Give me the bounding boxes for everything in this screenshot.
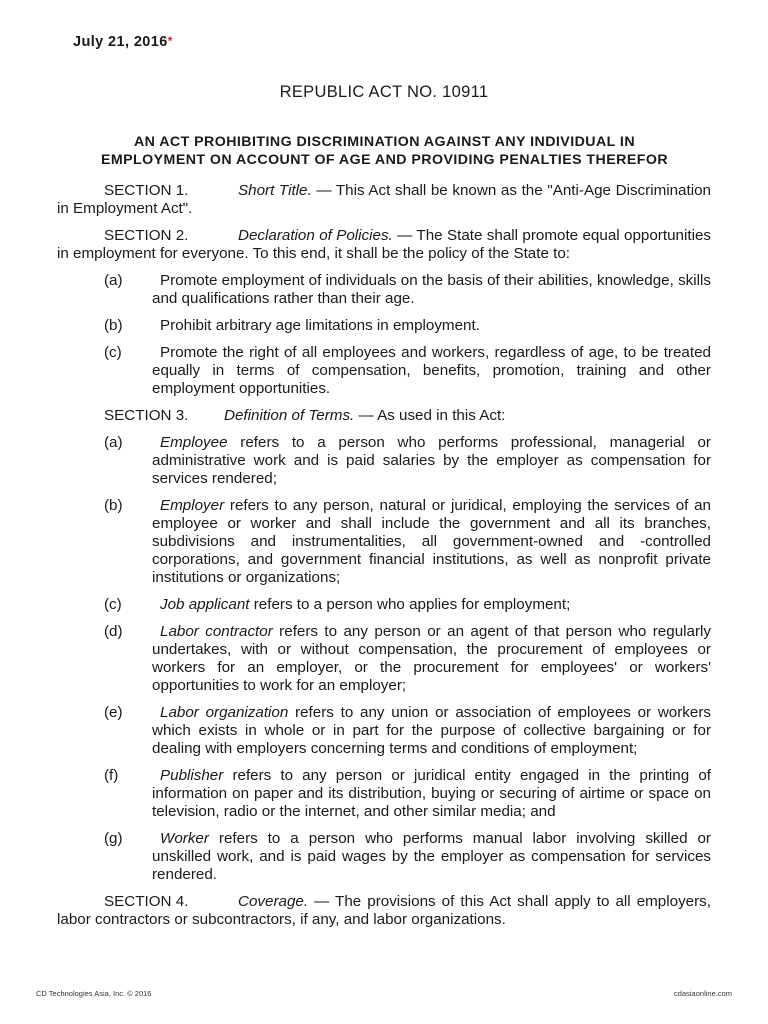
item-text: refers to a person who performs manual labor involving skilled or unskilled work, and is paid wages by the employer as compensation for services rendered. <box>152 830 711 883</box>
item-text: Promote the right of all employees and workers, regardless of age, to be treated equally in terms of compensation, benefits, promotion, training and other employment opportunities. <box>152 344 711 397</box>
definition-item <box>57 767 711 821</box>
section-text: — This Act shall be known as the "Anti-Age Discrimination in Employment Act". <box>57 182 711 217</box>
item-letter: (f) <box>104 767 119 784</box>
policy-item <box>57 272 711 308</box>
section-text: — The State shall promote equal opportunities in employment for everyone. To this end, it shall be the policy of the State to: <box>57 227 711 262</box>
item-letter: (d) <box>104 623 123 640</box>
defined-term: Publisher <box>160 767 224 784</box>
act-number: REPUBLIC ACT NO. 10911 <box>279 83 489 101</box>
section-heading: Coverage. <box>238 893 309 910</box>
item-letter: (c) <box>104 596 122 613</box>
policy-item <box>57 317 711 335</box>
defined-term: Employer <box>160 497 225 514</box>
footer-website[interactable]: cdasiaonline.com <box>674 989 732 998</box>
definition-item <box>57 704 711 758</box>
item-letter: (b) <box>104 497 123 514</box>
section-label: SECTION 2. <box>104 227 189 244</box>
item-text: refers to any person or juridical entity engaged in the printing of information on paper and its distribution, buying or securing of airtime or space on television, radio or the internet, and other similar media; and <box>152 767 711 820</box>
section-text: — As used in this Act: <box>354 407 506 424</box>
section-3 <box>57 407 711 425</box>
definition-item <box>57 596 711 614</box>
item-letter: (b) <box>104 317 123 334</box>
act-title-line-1: AN ACT PROHIBITING DISCRIMINATION AGAINST ANY INDIVIDUAL IN <box>133 134 636 150</box>
section-4 <box>57 893 711 929</box>
section-1 <box>57 182 711 218</box>
footnote-star[interactable]: * <box>167 34 173 48</box>
act-title-line-2: EMPLOYMENT ON ACCOUNT OF AGE AND PROVIDING PENALTIES THEREFOR <box>100 152 669 168</box>
section-heading: Declaration of Policies. <box>238 227 393 244</box>
definition-item <box>57 434 711 488</box>
document-date <box>73 34 173 50</box>
item-text: Promote employment of individuals on the basis of their abilities, knowledge, skills and qualifications rather than their age. <box>152 272 711 307</box>
defined-term: Job applicant <box>160 596 250 613</box>
policy-item <box>57 344 711 398</box>
definition-item <box>57 497 711 587</box>
item-text: refers to a person who applies for employment; <box>249 596 571 613</box>
section-heading: Short Title. <box>238 182 312 199</box>
item-letter: (c) <box>104 344 122 361</box>
section-label: SECTION 1. <box>104 182 189 199</box>
defined-term: Worker <box>160 830 209 847</box>
item-text: refers to a person who performs professional, managerial or administrative work and is paid salaries by the employer as compensation for services rendered; <box>152 434 711 487</box>
section-2 <box>57 227 711 263</box>
section-heading: Definition of Terms. <box>224 407 355 424</box>
definition-item <box>57 830 711 884</box>
definition-item <box>57 623 711 695</box>
item-text: refers to any person or an agent of that person who regularly undertakes, with or without compensation, the procurement of employees or workers for an employer, or the procurement for employees' or workers' opportunities to work for an employer; <box>152 623 711 694</box>
footer-copyright: CD Technologies Asia, Inc. © 2016 <box>36 989 152 998</box>
item-letter: (a) <box>104 434 123 451</box>
item-letter: (g) <box>104 830 123 847</box>
item-letter: (a) <box>104 272 123 289</box>
item-text: refers to any person, natural or juridical, employing the services of an employee or worker and shall include the government and all its branches, subdivisions and instrumentalities, all government-owned and -controlled corporations, and government financial institutions, as well as nonprofit private institutions or organizations; <box>152 497 711 586</box>
defined-term: Labor organization <box>160 704 289 721</box>
defined-term: Labor contractor <box>160 623 273 640</box>
item-letter: (e) <box>104 704 123 721</box>
item-text: Prohibit arbitrary age limitations in employment. <box>160 317 480 334</box>
defined-term: Employee <box>160 434 228 451</box>
act-title <box>58 133 711 169</box>
section-text: — The provisions of this Act shall apply to all employers, labor contractors or subcontractors, if any, and labor organizations. <box>57 893 711 928</box>
section-label: SECTION 4. <box>104 893 189 910</box>
date-text: July 21, 2016 <box>73 34 168 50</box>
item-text: refers to any union or association of employees or workers which exists in whole or in part for the purpose of collective bargaining or for dealing with employers concerning terms and conditions of employment; <box>152 704 711 757</box>
act-body <box>57 182 711 938</box>
section-label: SECTION 3. <box>104 407 189 424</box>
